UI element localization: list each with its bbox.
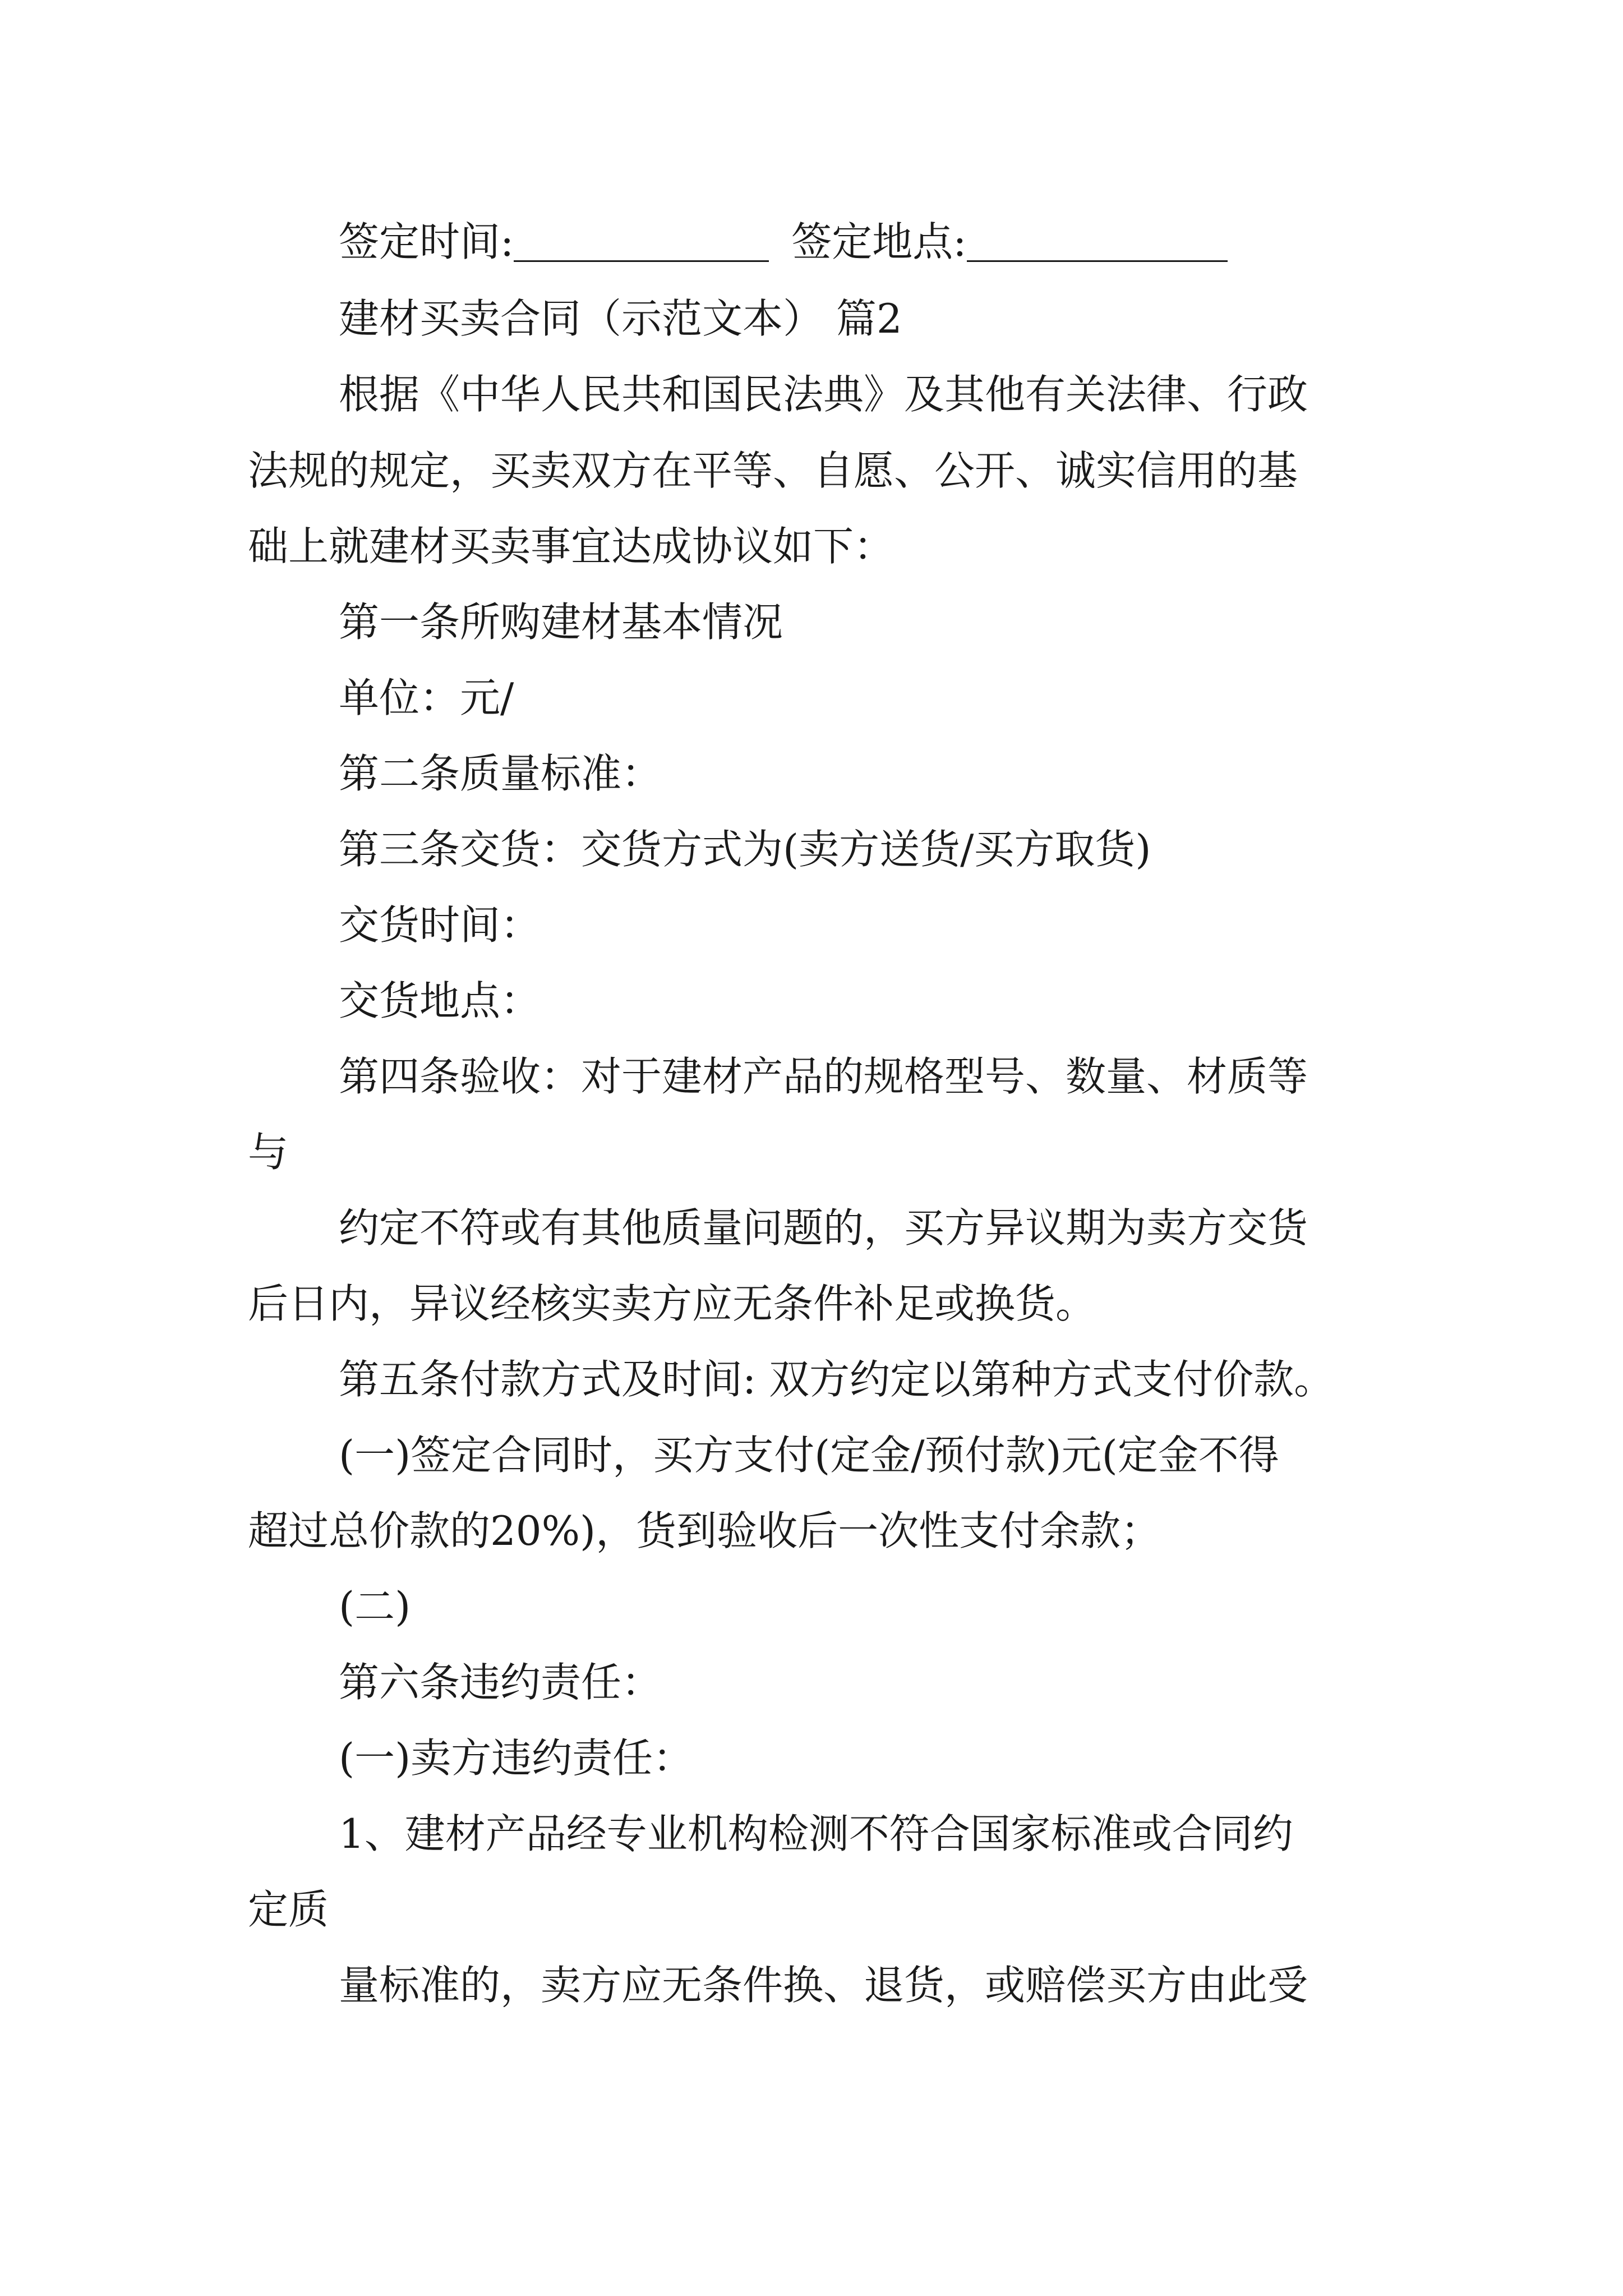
paragraph-line: 础上就建材买卖事宜达成协议如下： xyxy=(248,523,895,570)
paragraph-line: 超过总价款的20%)，货到验收后一次性支付余款； xyxy=(248,1507,1161,1554)
document-title: 建材买卖合同（示范文本） 篇2 xyxy=(339,295,902,342)
paragraph-line: 1、建材产品经专业机构检测不符合国家标准或合同约 xyxy=(339,1810,1293,1857)
article-heading: 第六条违约责任： xyxy=(339,1659,662,1706)
paragraph-line: 后日内，异议经核实卖方应无条件补足或换货。 xyxy=(248,1280,1096,1327)
paragraph-line: (一)卖方违约责任： xyxy=(339,1734,694,1782)
paragraph-line: 交货时间： xyxy=(339,901,541,949)
paragraph-line: 约定不符或有其他质量问题的，买方异议期为卖方交货 xyxy=(339,1204,1308,1251)
article-heading: 第三条交货：交货方式为(卖方送货/买方取货) xyxy=(339,826,1151,873)
article-heading: 第四条验收：对于建材产品的规格型号、数量、材质等 xyxy=(339,1053,1308,1100)
paragraph-line: 交货地点： xyxy=(339,977,541,1024)
sign-time-label: 签定时间: xyxy=(339,218,514,265)
article-heading: 第二条质量标准： xyxy=(339,750,662,797)
paragraph-line: 根据《中华人民共和国民法典》及其他有关法律、行政 xyxy=(339,371,1308,418)
paragraph-line: 量标准的，卖方应无条件换、退货，或赔偿买方由此受 xyxy=(339,1962,1308,2009)
article-heading: 第五条付款方式及时间: 双方约定以第种方式支付价款。 xyxy=(339,1356,1335,1403)
sign-time-blank xyxy=(514,226,769,262)
sign-place-blank xyxy=(967,226,1228,262)
paragraph-line: 定质 xyxy=(248,1886,329,1933)
paragraph-line: (一)签定合同时，买方支付(定金/预付款)元(定金不得 xyxy=(339,1432,1279,1479)
paragraph-line: 与 xyxy=(248,1129,289,1176)
paragraph-line: 法规的规定，买卖双方在平等、自愿、公开、诚实信用的基 xyxy=(248,447,1298,494)
article-heading: 第一条所购建材基本情况 xyxy=(339,599,783,646)
paragraph-line: (二) xyxy=(339,1583,411,1630)
sign-place-label: 签定地点: xyxy=(791,218,967,265)
signature-line xyxy=(339,218,1228,266)
paragraph-line: 单位：元/ xyxy=(339,674,514,721)
